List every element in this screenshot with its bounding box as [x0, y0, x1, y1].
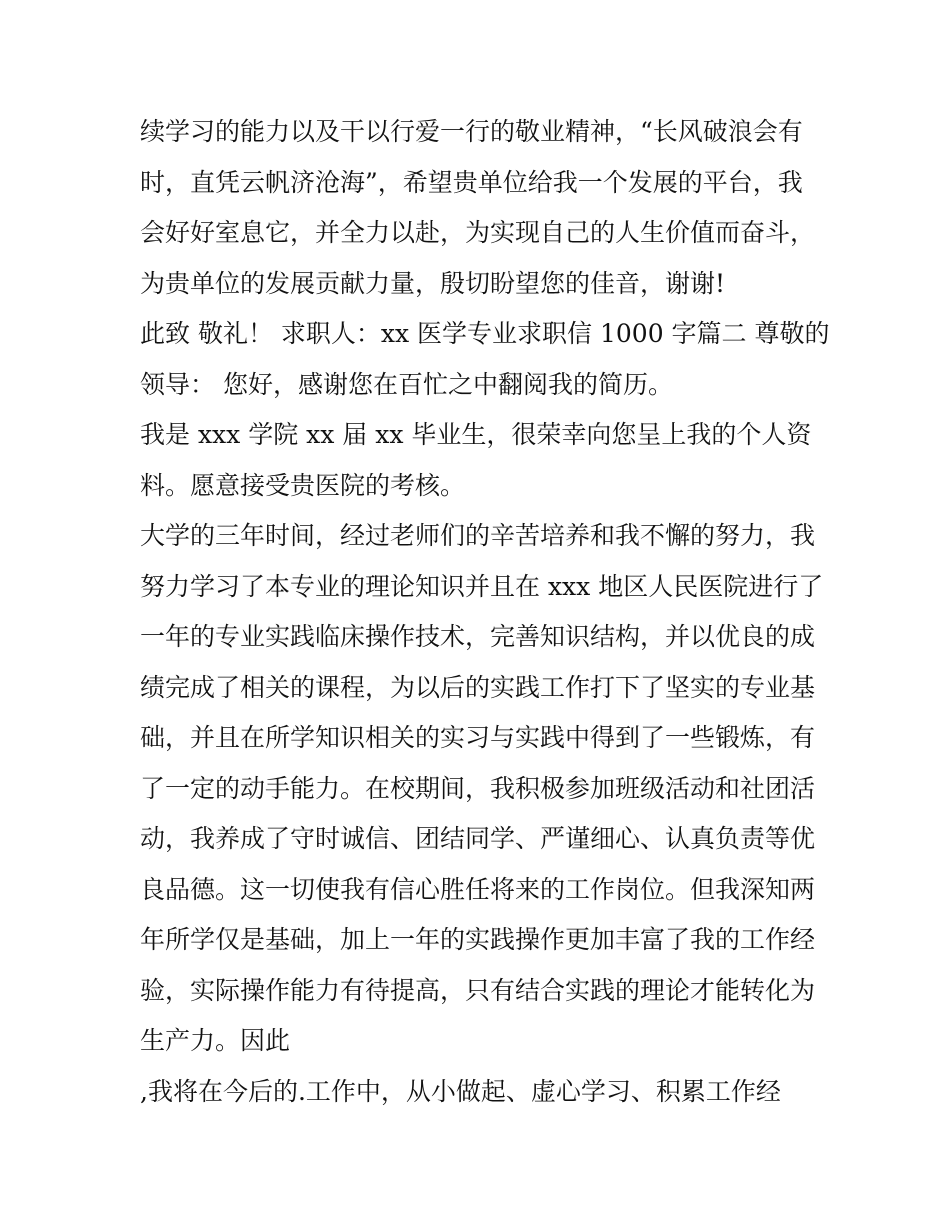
- text-line: 生产力。因此: [140, 1026, 291, 1055]
- text-line: 绩完成了相关的课程，为以后的实践工作打下了坚实的专业基: [140, 672, 816, 702]
- text-line: 良品德。这一切使我有信心胜任将来的工作岗位。但我深知两: [140, 874, 816, 904]
- text-line: 了一定的动手能力。在校期间，我积极参加班级活动和社团活: [140, 773, 816, 803]
- text-line: 我是 xxx 学院 xx 届 xx 毕业生，很荣幸向您呈上我的个人资: [140, 420, 812, 449]
- text-line: 一年的专业实践临床操作技术，完善知识结构，并以优良的成: [140, 622, 816, 651]
- text-line: 料。愿意接受贵医院的考核。: [140, 470, 466, 500]
- text-line: 时，直凭云帆济沧海”，希望贵单位给我一个发展的平台，我: [140, 167, 803, 197]
- text-line: 此致 敬礼！ 求职人：xx 医学专业求职信 1000 字篇二 尊敬的: [140, 319, 830, 348]
- text-line: 努力学习了本专业的理论知识并且在 xxx 地区人民医院进行了: [140, 571, 824, 601]
- text-line: 续学习的能力以及干以行爱一行的敬业精神，“长风破浪会有: [140, 117, 803, 146]
- text-line: 动，我养成了守时诚信、团结同学、严谨细心、认真负责等优: [140, 824, 816, 853]
- text-line: 大学的三年时间，经过老师们的辛苦培养和我不懈的努力，我: [140, 521, 816, 550]
- text-line: ,我将在今后的.工作中，从小做起、虚心学习、积累工作经: [140, 1076, 781, 1106]
- text-line: 年所学仅是基础，加上一年的实践操作更加丰富了我的工作经: [140, 925, 816, 954]
- text-line: 验，实际操作能力有待提高，只有结合实践的理论才能转化为: [140, 975, 816, 1005]
- document-body: [140, 107, 830, 1117]
- text-line: 为贵单位的发展贡献力量，殷切盼望您的佳音，谢谢!: [140, 268, 726, 298]
- text-line: 会好好室息它，并全力以赴，为实现自己的人生价值而奋斗，: [140, 218, 816, 247]
- text-line: 领导： 您好，感谢您在百忙之中翻阅我的简历。: [140, 369, 673, 399]
- text-line: 础，并且在所学知识相关的实习与实践中得到了一些锻炼，有: [140, 723, 816, 752]
